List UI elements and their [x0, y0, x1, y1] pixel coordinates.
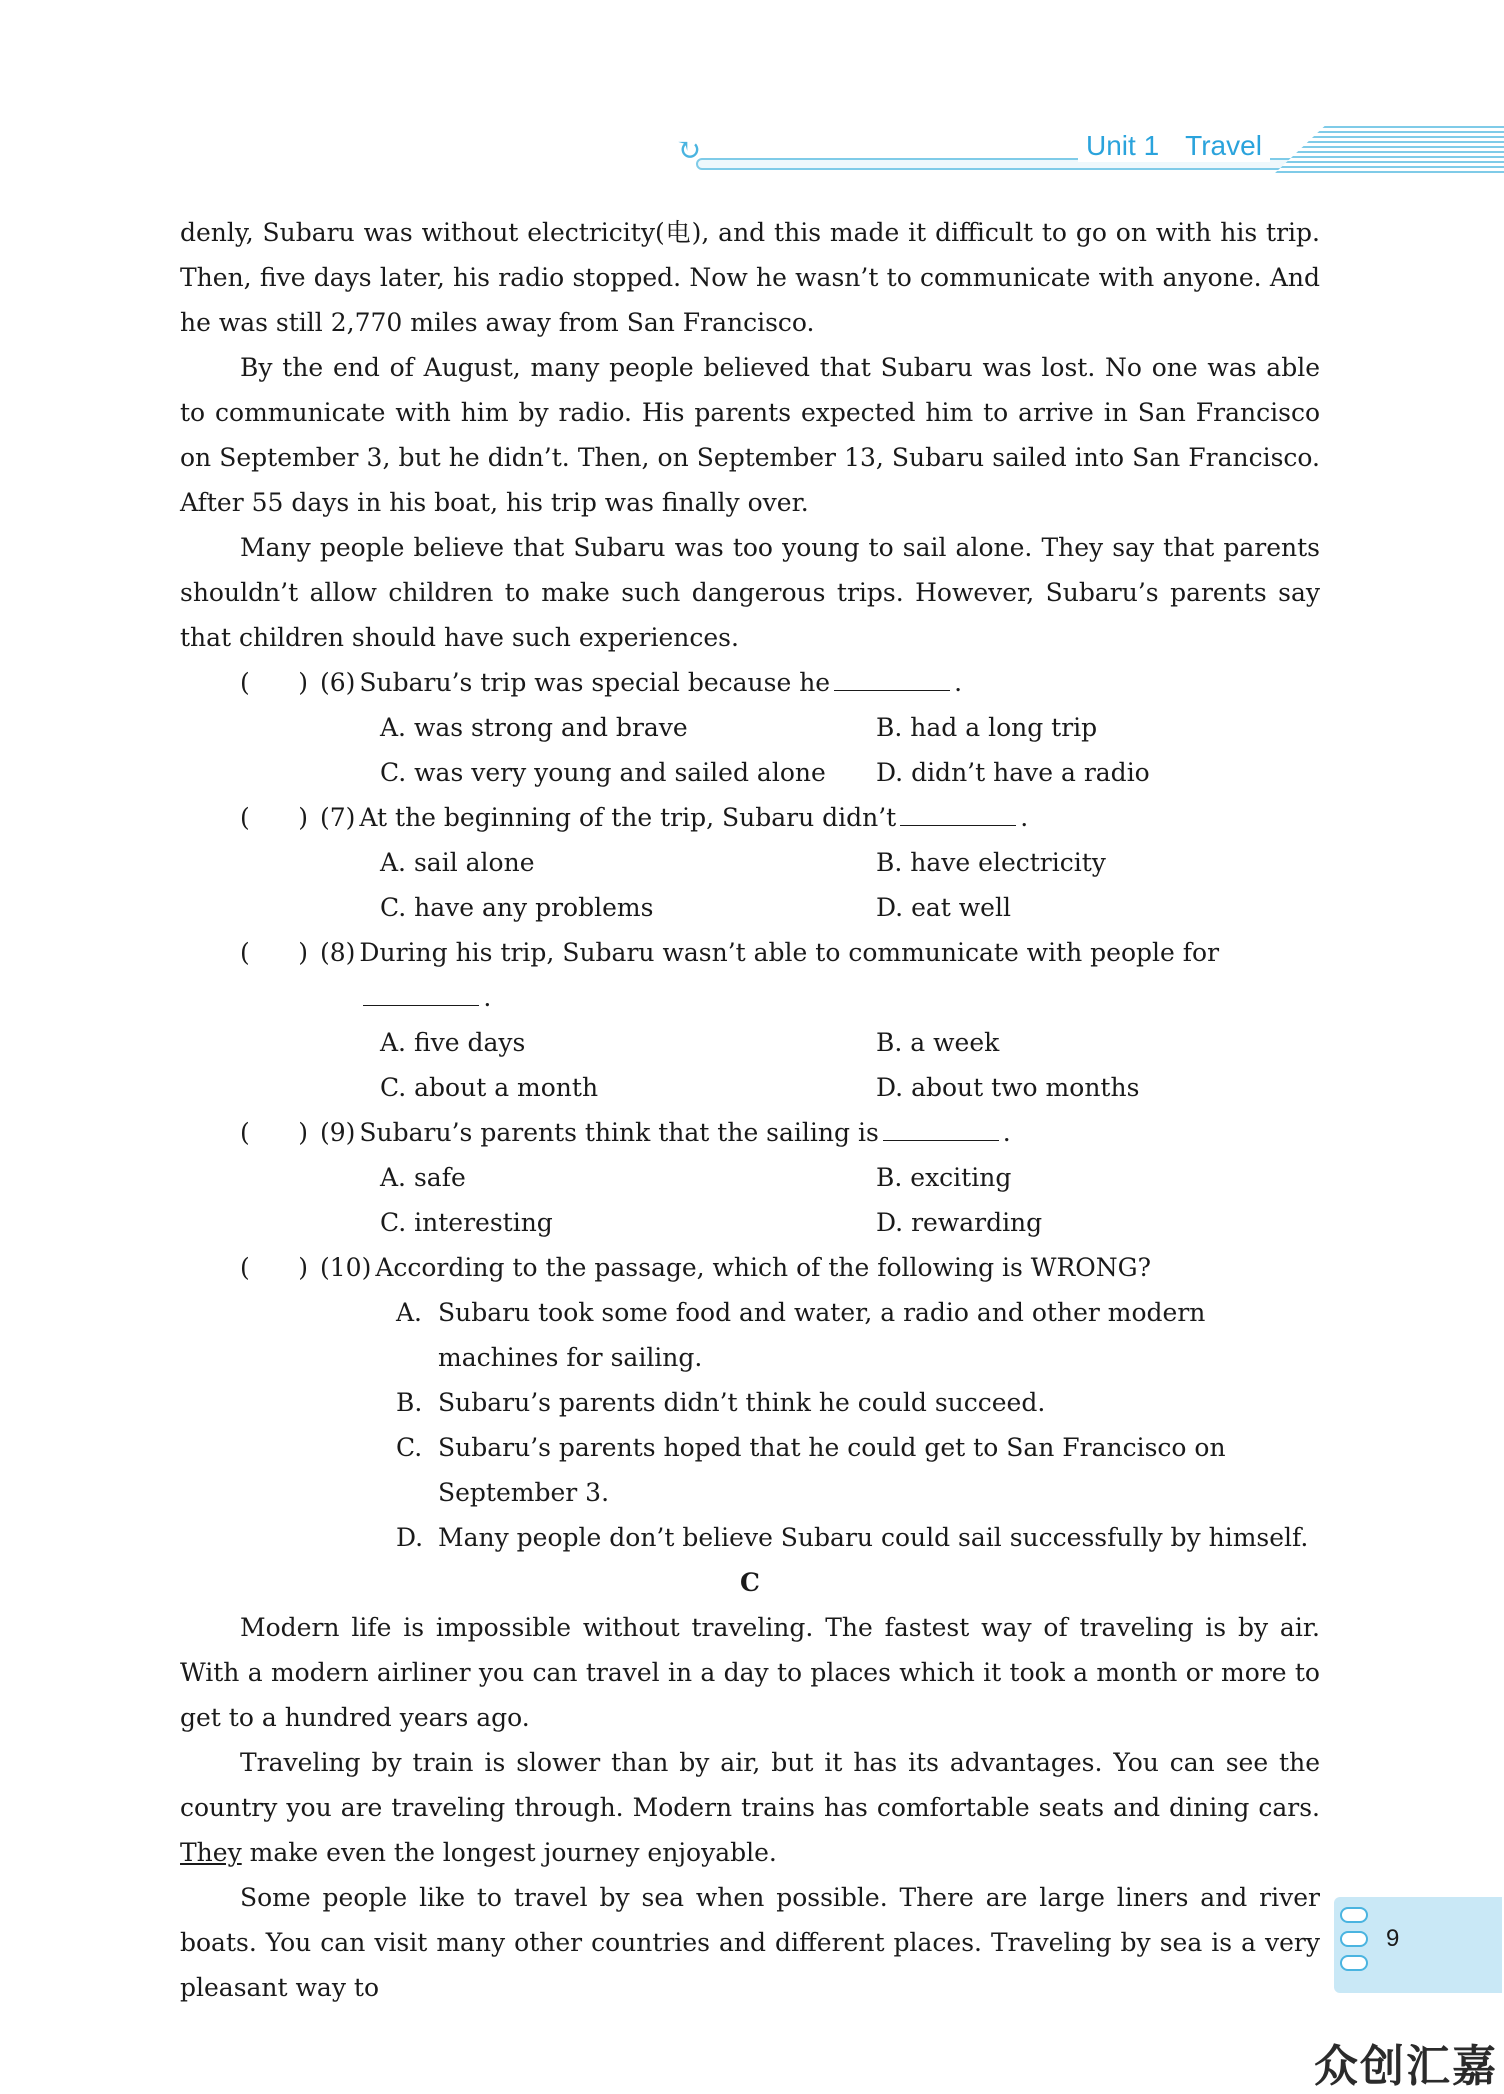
option-b[interactable]: B. exciting [876, 1163, 1012, 1192]
question-stem: According to the passage, which of the following is WRONG? [375, 1253, 1152, 1282]
answer-bracket[interactable]: ( ) [240, 1253, 308, 1282]
question-number: (7) [320, 803, 356, 832]
page-number-tab [1334, 1897, 1502, 1993]
option-b[interactable]: B. have electricity [876, 848, 1106, 877]
options-stacked [396, 1290, 1320, 1560]
option-d[interactable]: D. didn’t have a radio [876, 758, 1150, 787]
page-header [676, 126, 1504, 174]
option-d[interactable]: D. about two months [876, 1073, 1140, 1102]
question-number: (6) [320, 668, 356, 697]
answer-blank [883, 1118, 999, 1141]
page-content [180, 210, 1320, 2010]
binder-rings-icon [1340, 1907, 1368, 1971]
question-9 [180, 1110, 1320, 1155]
underlined-word: They [180, 1838, 242, 1867]
unit-title [1078, 130, 1270, 162]
curved-arrow-icon: ↻ [676, 133, 702, 168]
passage-paragraph: denly, Subaru was without electricity(电), and this made it difficult to go on with his trip. Then, five days later, his radio stopped. Now he wasn’t to communicate with anyone. And he was still 2,770 miles away from San Francisco. [180, 218, 1320, 337]
question-stem: At the beginning of the trip, Subaru didn’t . [359, 803, 1029, 832]
passage-paragraph: Modern life is impossible without traveling. The fastest way of traveling is by air. With a modern airliner you can travel in a day to places which it took a month or more to get to a hundred years ago. [180, 1613, 1320, 1732]
question-10 [180, 1245, 1320, 1290]
question-number: (10) [320, 1253, 372, 1282]
unit-topic: Travel [1185, 130, 1262, 161]
answer-bracket[interactable]: ( ) [240, 938, 308, 967]
page-number: 9 [1386, 1925, 1400, 1952]
option-a[interactable]: A. Subaru took some food and water, a radio and other modern machines for sailing. [396, 1298, 1206, 1372]
answer-blank [900, 803, 1016, 826]
option-c[interactable]: C. Subaru’s parents hoped that he could get to San Francisco on September 3. [396, 1433, 1226, 1507]
watermark-logo: 众创汇嘉 [1314, 2041, 1498, 2092]
option-c[interactable]: C. have any problems [380, 893, 654, 922]
question-stem: Subaru’s parents think that the sailing is . [359, 1118, 1011, 1147]
question-stem: Subaru’s trip was special because he . [359, 668, 963, 697]
option-c[interactable]: C. interesting [380, 1208, 553, 1237]
unit-label: Unit 1 [1086, 130, 1160, 161]
option-b[interactable]: B. had a long trip [876, 713, 1098, 742]
question-number: (8) [320, 938, 356, 967]
passage-paragraph: Some people like to travel by sea when possible. There are large liners and river boats. You can visit many other countries and different places. Traveling by sea is a very pleasant way to [180, 1883, 1320, 2002]
question-7 [180, 795, 1320, 840]
option-c[interactable]: C. about a month [380, 1073, 599, 1102]
options [380, 1020, 1320, 1110]
passage-paragraph: Traveling by train is slower than by air, but it has its advantages. You can see the country you are traveling through. Modern trains has comfortable seats and dining cars. They make even the longest journey enjoyable. [180, 1748, 1320, 1867]
option-c[interactable]: C. was very young and sailed alone [380, 758, 826, 787]
options [380, 1155, 1320, 1245]
answer-bracket[interactable]: ( ) [240, 803, 308, 832]
option-d[interactable]: D. Many people don’t believe Subaru could sail successfully by himself. [396, 1523, 1309, 1552]
option-a[interactable]: A. was strong and brave [380, 713, 688, 742]
option-a[interactable]: A. sail alone [380, 848, 535, 877]
answer-blank [834, 668, 950, 691]
answer-bracket[interactable]: ( ) [240, 668, 308, 697]
option-b[interactable]: B. a week [876, 1028, 1000, 1057]
answer-bracket[interactable]: ( ) [240, 1118, 308, 1147]
question-number: (9) [320, 1118, 356, 1147]
header-stripes-decoration [1274, 126, 1504, 174]
option-a[interactable]: A. five days [380, 1028, 526, 1057]
answer-blank [363, 983, 479, 1006]
option-b[interactable]: B. Subaru’s parents didn’t think he could succeed. [396, 1388, 1046, 1417]
question-6 [180, 660, 1320, 705]
passage-paragraph: By the end of August, many people believed that Subaru was lost. No one was able to communicate with him by radio. His parents expected him to arrive in San Francisco on September 3, but he didn’t. Then, on September 13, Subaru sailed into San Francisco. After 55 days in his boat, his trip was finally over. [180, 353, 1320, 517]
options [380, 705, 1320, 795]
question-stem: During his trip, Subaru wasn’t able to communicate with people for. [359, 938, 1220, 1012]
question-8 [180, 930, 1320, 1020]
option-d[interactable]: D. rewarding [876, 1208, 1043, 1237]
passage-paragraph: Many people believe that Subaru was too young to sail alone. They say that parents shouldn’t allow children to make such dangerous trips. However, Subaru’s parents say that children should have such experiences. [180, 533, 1320, 652]
option-a[interactable]: A. safe [380, 1163, 466, 1192]
option-d[interactable]: D. eat well [876, 893, 1011, 922]
section-title: C [740, 1568, 760, 1597]
options [380, 840, 1320, 930]
